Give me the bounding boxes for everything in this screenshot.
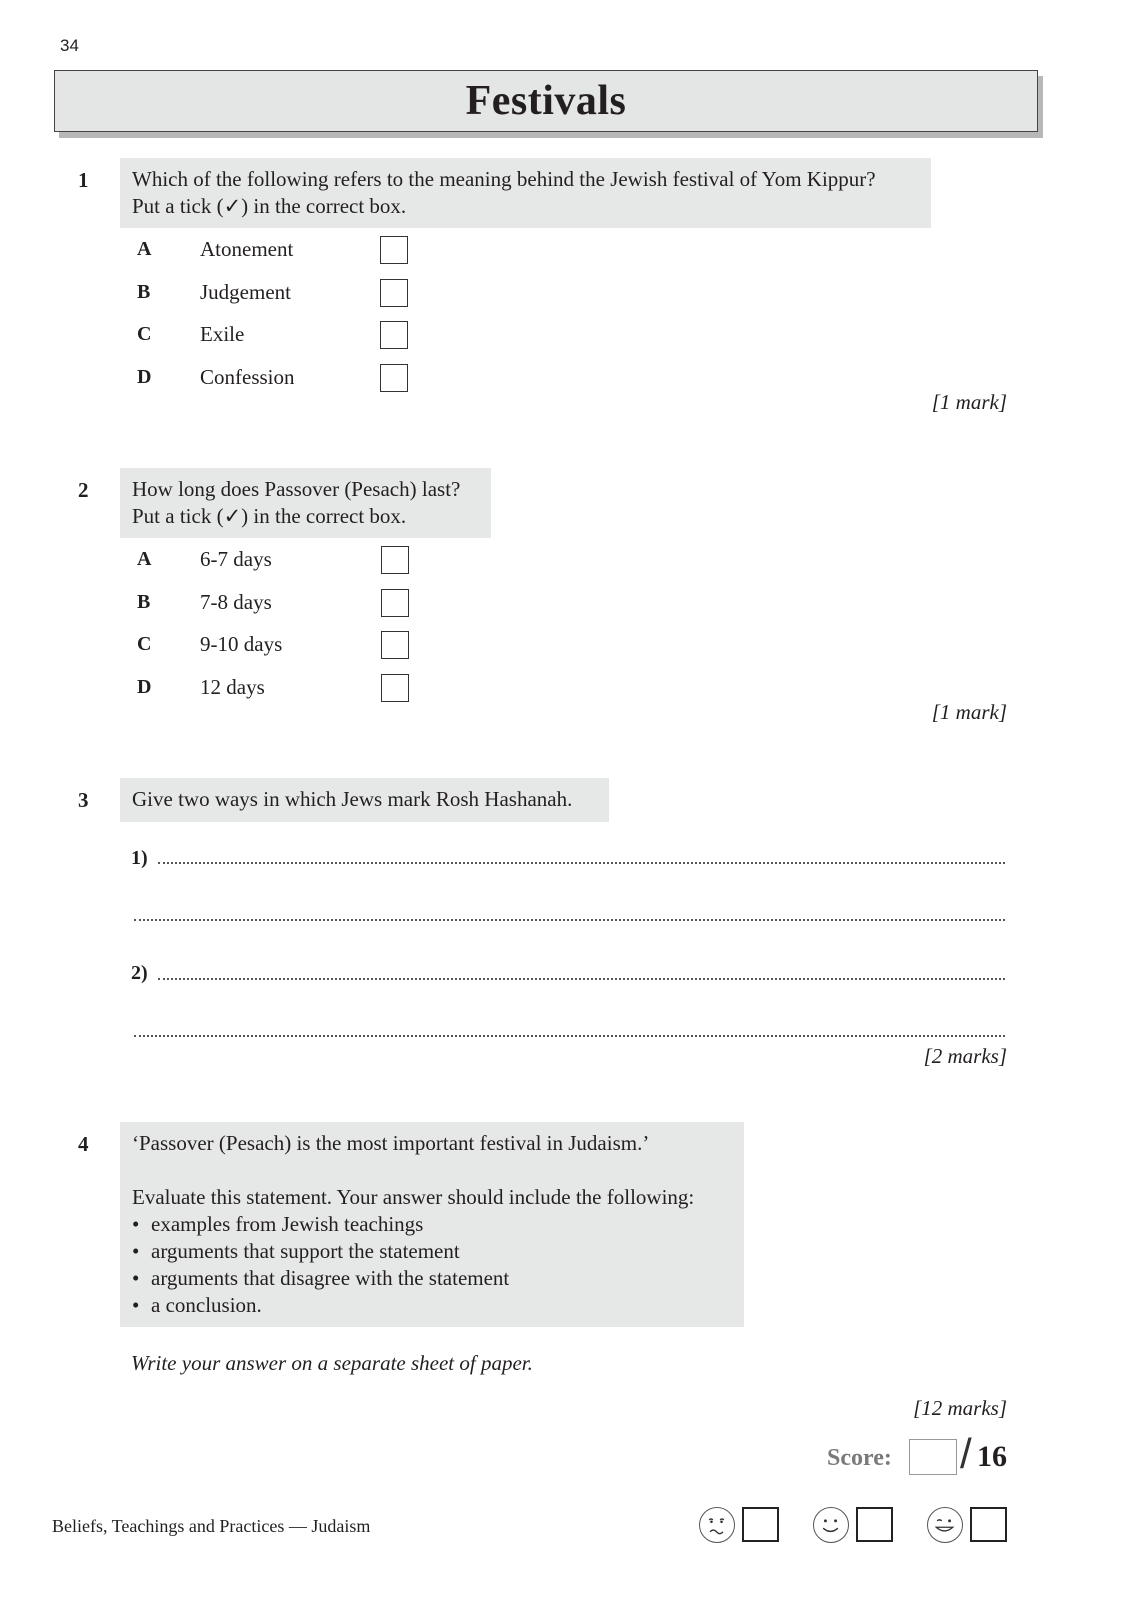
question-prompt-box [120,158,931,228]
marks-label: [2 marks] [923,1044,1007,1068]
option-text: 9-10 days [200,632,283,656]
tick-box[interactable] [380,236,408,264]
option-text: Exile [200,322,245,346]
option-text: Atonement [200,237,294,261]
option-text: 7-8 days [200,590,272,614]
answer-line[interactable] [158,978,1005,980]
tick-box[interactable] [380,321,408,349]
question-instruction: Put a tick (✓) in the correct box. [132,194,407,218]
option-letter: B [137,591,151,613]
requirement-item: • a conclusion. [132,1292,732,1319]
self-assessment-box[interactable] [970,1507,1007,1542]
question-prompt: Which of the following refers to the meaning behind the Jewish festival of Yom Kippur? [132,167,876,191]
footer-title: Beliefs, Teachings and Practices — Judaism [52,1516,371,1536]
requirement-item: • arguments that disagree with the statement [132,1265,732,1292]
requirement-item: • examples from Jewish teachings [132,1211,732,1238]
score-label: Score: [827,1445,892,1471]
tick-box[interactable] [380,364,408,392]
question-prompt: How long does Passover (Pesach) last? [132,477,461,501]
self-assessment-box[interactable] [742,1507,779,1542]
question-quote: ‘Passover (Pesach) is the most important festival in Judaism.’ [132,1131,650,1155]
option-text: 12 days [200,675,265,699]
marks-label: [1 mark] [931,700,1007,724]
answer-label: 1) [131,847,148,869]
option-letter: B [137,281,151,303]
question-prompt-box [120,778,609,822]
question-number: 2 [78,478,89,502]
title-bar [54,70,1038,132]
question-number: 3 [78,788,89,812]
question-instruction: Put a tick (✓) in the correct box. [132,504,407,528]
marks-label: [12 marks] [913,1396,1007,1420]
tick-box[interactable] [381,674,409,702]
option-text: Confession [200,365,295,389]
score-total: 16 [977,1440,1007,1473]
tick-box[interactable] [381,631,409,659]
requirement-list [132,1211,732,1319]
question-number: 1 [78,168,89,192]
answer-line[interactable] [134,1035,1005,1037]
smiling-face-icon [813,1507,849,1543]
winking-face-icon [927,1507,963,1543]
question-prompt: Give two ways in which Jews mark Rosh Hashanah. [132,787,573,811]
option-text: 6-7 days [200,547,272,571]
answer-line[interactable] [134,919,1005,921]
option-letter: C [137,633,152,655]
score-slash: / [960,1430,972,1477]
marks-label: [1 mark] [931,390,1007,414]
page-title: Festivals [465,78,627,124]
question-instruction: Evaluate this statement. Your answer should include the following: [132,1185,695,1209]
answer-label: 2) [131,962,148,984]
tick-box[interactable] [381,589,409,617]
option-letter: D [137,676,152,698]
page-number: 34 [60,36,79,55]
question-prompt-box [120,1122,744,1327]
score-input-box[interactable] [909,1439,957,1475]
option-letter: A [137,238,152,260]
unsure-face-icon [699,1507,735,1543]
tick-box[interactable] [381,546,409,574]
requirement-item: • arguments that support the statement [132,1238,732,1265]
self-assessment-box[interactable] [856,1507,893,1542]
option-text: Judgement [200,280,291,304]
tick-box[interactable] [380,279,408,307]
option-letter: D [137,366,152,388]
answer-note: Write your answer on a separate sheet of paper. [131,1351,533,1375]
question-number: 4 [78,1132,89,1156]
option-letter: A [137,548,152,570]
question-prompt-box [120,468,491,538]
option-letter: C [137,323,152,345]
answer-line[interactable] [158,862,1005,864]
